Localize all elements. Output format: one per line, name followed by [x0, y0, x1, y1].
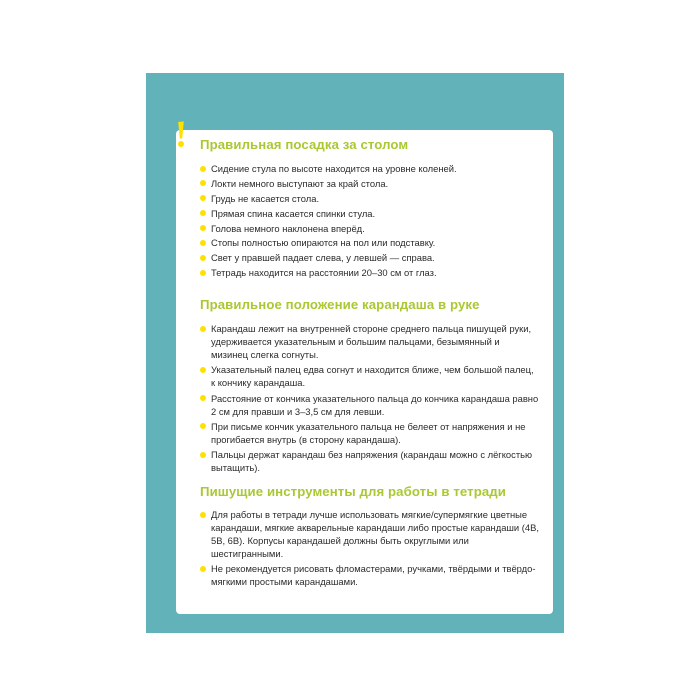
list-item-text: При письме кончик указательного пальца не белеет от напряжения и не прогибается внутрь (в сторону карандаша). [211, 420, 526, 445]
list-item [199, 207, 539, 222]
exclamation-icon [176, 120, 186, 148]
bullet-icon [200, 326, 206, 332]
list-item [199, 192, 539, 207]
list-item-text: Карандаш лежит на внутренней стороне среднего пальца пишущей руки, удерживается указательным и большим пальцами, безымянный и мизинец слегка согнуты. [211, 323, 532, 360]
bullet-icon [200, 423, 206, 429]
list-item [199, 508, 539, 560]
list-item-text: Прямая спина касается спинки стула. [211, 207, 376, 219]
section-title-pencil-grip: Правильное положение карандаша в руке [200, 297, 480, 312]
list-item-text: Локти немного выступают за край стола. [211, 177, 389, 189]
list-item [199, 322, 539, 361]
list-item [199, 448, 539, 474]
bullet-icon [200, 180, 206, 186]
list-item [199, 222, 539, 237]
list-item [199, 420, 539, 446]
list-item [199, 392, 539, 418]
list-item [199, 363, 539, 389]
section-title-posture: Правильная посадка за столом [200, 137, 409, 152]
pencil-grip-list [199, 322, 539, 476]
list-item [199, 236, 539, 251]
bullet-icon [200, 225, 206, 231]
list-item-text: Пальцы держат карандаш без напряжения (карандаш можно с лёгкостью вытащить). [211, 449, 533, 474]
list-item-text: Указательный палец едва согнут и находится ближе, чем большой палец, к кончику карандаша. [211, 364, 534, 389]
list-item-text: Расстояние от кончика указательного пальца до кончика карандаша равно 2 см для правши и 3–3,5 см для левши. [211, 392, 539, 417]
bullet-icon [200, 512, 206, 518]
list-item-text: Голова немного наклонена вперёд. [211, 222, 365, 234]
bullet-icon [200, 210, 206, 216]
list-item [199, 162, 539, 177]
posture-list [199, 162, 539, 281]
bullet-icon [200, 195, 206, 201]
list-item-text: Для работы в тетради лучше использовать мягкие/супермягкие цветные карандаши, мягкие акварельные карандаши либо простые карандаши (4B, 5B, 6B). Корпусы карандашей должны быть округлыми или шестигранными. [211, 509, 539, 559]
list-item-text: Свет у правшей падает слева, у левшей — справа. [211, 252, 435, 264]
list-item [199, 177, 539, 192]
list-item [199, 251, 539, 266]
bullet-icon [200, 166, 206, 172]
list-item-text: Грудь не касается стола. [211, 192, 320, 204]
list-item [199, 562, 539, 588]
bullet-icon [200, 566, 206, 572]
bullet-icon [200, 270, 206, 276]
writing-tools-list [199, 508, 539, 591]
list-item-text: Сидение стула по высоте находится на уровне коленей. [211, 163, 457, 174]
bullet-icon [200, 367, 206, 373]
section-title-writing-tools: Пишущие инструменты для работы в тетради [200, 484, 506, 499]
list-item-text: Тетрадь находится на расстоянии 20–30 см от глаз. [211, 267, 437, 279]
bullet-icon [200, 255, 206, 261]
list-item [199, 266, 539, 281]
bullet-icon [200, 240, 206, 246]
list-item-text: Не рекомендуется рисовать фломастерами, ручками, твёрдыми и твёрдо-мягкими простыми карандашами. [211, 563, 536, 588]
bullet-icon [200, 452, 206, 458]
bullet-icon [200, 395, 206, 401]
list-item-text: Стопы полностью опираются на пол или подставку. [211, 237, 436, 249]
